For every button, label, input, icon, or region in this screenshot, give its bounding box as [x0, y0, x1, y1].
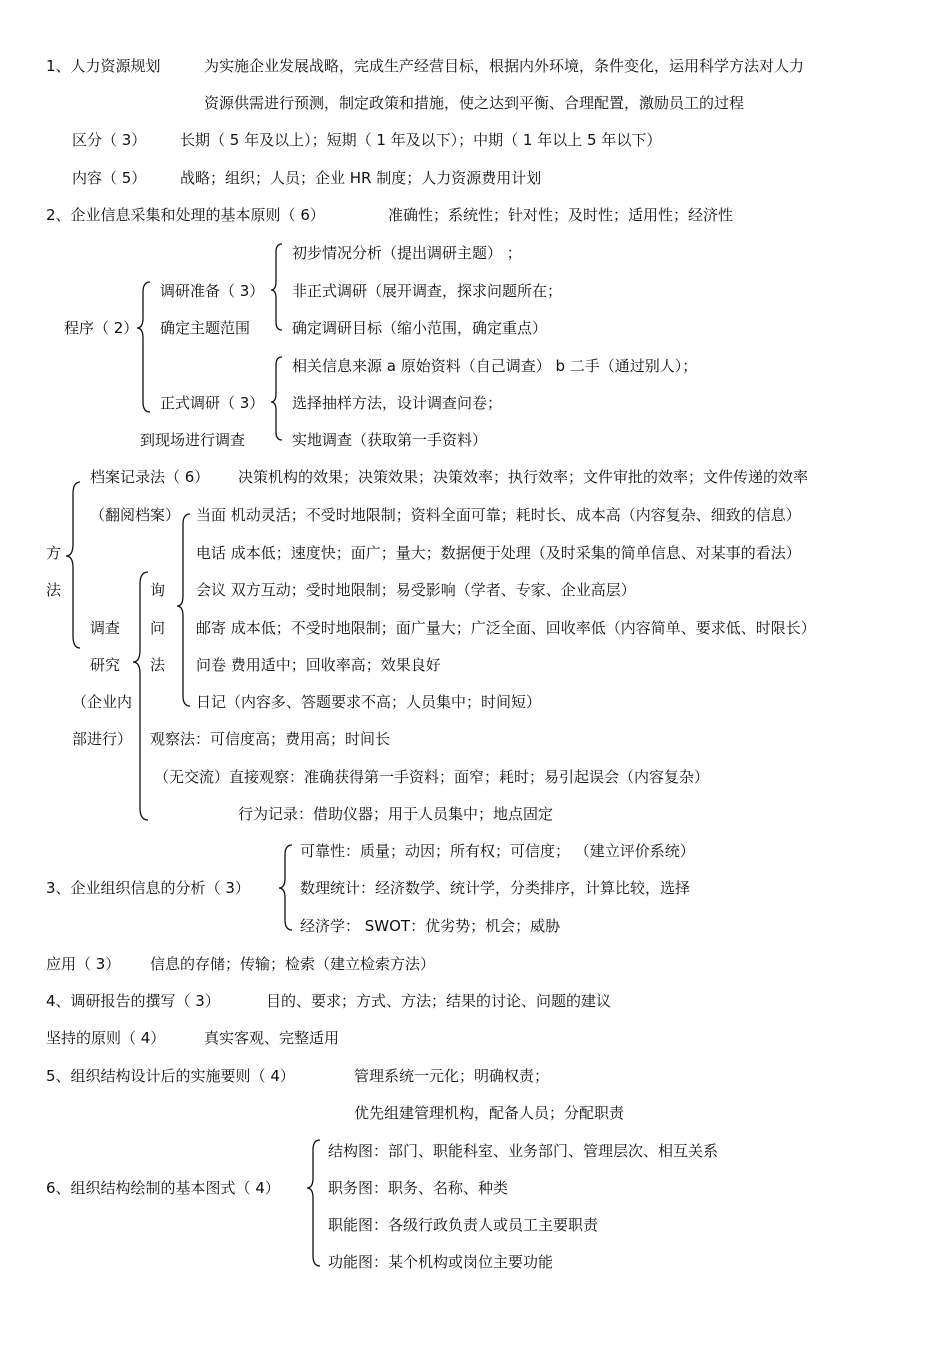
analysis-item-1: 可靠性：质量；动因；所有权；可信度； （建立评价系统）: [300, 842, 695, 860]
principle-text: 真实客观、完整适用: [204, 1029, 340, 1047]
inquiry-char-3: 法: [150, 656, 166, 674]
onsite-label: 到现场进行调查: [140, 431, 246, 449]
section-5-line2: 优先组建管理机构，配备人员；分配职责: [354, 1104, 625, 1122]
brace-formal: [271, 357, 282, 440]
survey-line-2: 研究: [90, 656, 121, 674]
formal-item-1: 相关信息来源 a 原始资料（自己调查） b 二手（通过别人）；: [292, 357, 698, 375]
chengxu-label: 程序（ 2）: [64, 319, 139, 337]
qufen-label: 区分（ 3）: [72, 131, 147, 149]
observe-text: 观察法：可信度高；费用高；时间长: [150, 730, 391, 748]
section-6-title: 6、组织结构绘制的基本图式（ 4）: [46, 1179, 280, 1197]
inquiry-item-diary: 日记（内容多、答题要求不高；人员集中；时间短）: [196, 693, 542, 711]
section-4-text: 目的、要求；方式、方法；结果的讨论、问题的建议: [266, 992, 612, 1010]
section-5-title: 5、组织结构设计后的实施要则（ 4）: [46, 1067, 295, 1085]
inquiry-char-2: 问: [150, 619, 166, 637]
chart-type-3: 职能图：各级行政负责人或员工主要职责: [328, 1216, 599, 1234]
fang-label: 方: [46, 544, 62, 562]
principle-label: 坚持的原则（ 4）: [46, 1029, 166, 1047]
brace-prep: [271, 244, 282, 330]
brace-charts: [307, 1140, 320, 1266]
qufen-text: 长期（ 5 年及以上）；短期（ 1 年及以下）；中期（ 1 年以上 5 年以下）: [180, 131, 662, 149]
archive-label: 档案记录法（ 6）: [90, 468, 210, 486]
section-3-title: 3、企业组织信息的分析（ 3）: [46, 879, 250, 897]
archive-sub: （翻阅档案）: [90, 506, 181, 524]
formal-item-2: 选择抽样方法，设计调查问卷；: [292, 394, 503, 412]
inquiry-item-questionnaire: 问卷 费用适中；回收率高；效果良好: [196, 656, 441, 674]
chart-type-1: 结构图：部门、职能科室、业务部门、管理层次、相互关系: [328, 1142, 719, 1160]
prep-item-1: 初步情况分析（提出调研主题） ；: [292, 244, 522, 262]
section-4-title: 4、调研报告的撰写（ 3）: [46, 992, 220, 1010]
archive-text: 决策机构的效果；决策效果；决策效率；执行效率；文件审批的效率；文件传递的效率: [238, 468, 809, 486]
direct-observe-text: （无交流）直接观察：准确获得第一手资料；面窄；耗时；易引起误会（内容复杂）: [154, 768, 710, 786]
survey-line-1: 调查: [90, 619, 121, 637]
prep-item-3: 确定调研目标（缩小范围，确定重点）: [292, 319, 548, 337]
analysis-item-2: 数理统计：经济数学、统计学，分类排序，计算比较，选择: [300, 879, 691, 897]
apply-label: 应用（ 3）: [46, 955, 121, 973]
survey-line-4: 部进行）: [72, 730, 133, 748]
formal-item-3: 实地调查（获取第一手资料）: [292, 431, 488, 449]
inquiry-item-phone: 电话 成本低；速度快；面广；量大；数据便于处理（及时采集的简单信息、对某事的看法）: [196, 544, 801, 562]
behavior-record-text: 行为记录：借助仪器；用于人员集中；地点固定: [238, 805, 554, 823]
analysis-item-3: 经济学： SWOT：优劣势；机会；威胁: [300, 917, 561, 935]
brace-inquiry: [177, 514, 190, 706]
topic-label: 确定主题范围: [160, 319, 251, 337]
prep-label: 调研准备（ 3）: [160, 282, 265, 300]
prep-item-2: 非正式调研（展开调查，探求问题所在；: [292, 282, 563, 300]
inquiry-item-mail: 邮寄 成本低；不受时地限制；面广量大；广泛全面、回收率低（内容简单、要求低、时限长）: [196, 619, 816, 637]
section-5-line1: 管理系统一元化；明确权责；: [354, 1067, 550, 1085]
brace-chengxu: [137, 282, 150, 412]
apply-text: 信息的存储；传输；检索（建立检索方法）: [150, 955, 436, 973]
chart-type-4: 功能图：某个机构或岗位主要功能: [328, 1253, 554, 1271]
survey-line-3: （企业内: [72, 693, 133, 711]
section-2-title: 2、企业信息采集和处理的基本原则（ 6）: [46, 206, 325, 224]
brace-methods: [66, 482, 80, 648]
brace-analysis: [279, 845, 292, 930]
inquiry-item-face: 当面 机动灵活；不受时地限制；资料全面可靠；耗时长、成本高（内容复杂、细致的信息）: [196, 506, 801, 524]
inquiry-char-1: 询: [150, 581, 166, 599]
formal-label: 正式调研（ 3）: [160, 394, 265, 412]
section-1-title: 1、人力资源规划: [46, 57, 161, 75]
brace-survey: [133, 572, 148, 820]
section-1-definition-line1: 为实施企业发展战略，完成生产经营目标，根据内外环境，条件变化，运用科学方法对人力: [204, 57, 805, 75]
section-2-principles: 准确性；系统性；针对性；及时性；适用性；经济性: [388, 206, 734, 224]
inquiry-item-meeting: 会议 双方互动；受时地限制；易受影响（学者、专家、企业高层）: [196, 581, 636, 599]
section-1-definition-line2: 资源供需进行预测，制定政策和措施，使之达到平衡、合理配置，激励员工的过程: [204, 94, 745, 112]
neirong-label: 内容（ 5）: [72, 169, 147, 187]
chart-type-2: 职务图：职务、名称、种类: [328, 1179, 509, 1197]
fa-label: 法: [46, 581, 62, 599]
neirong-text: 战略；组织；人员；企业 HR 制度；人力资源费用计划: [180, 169, 542, 187]
